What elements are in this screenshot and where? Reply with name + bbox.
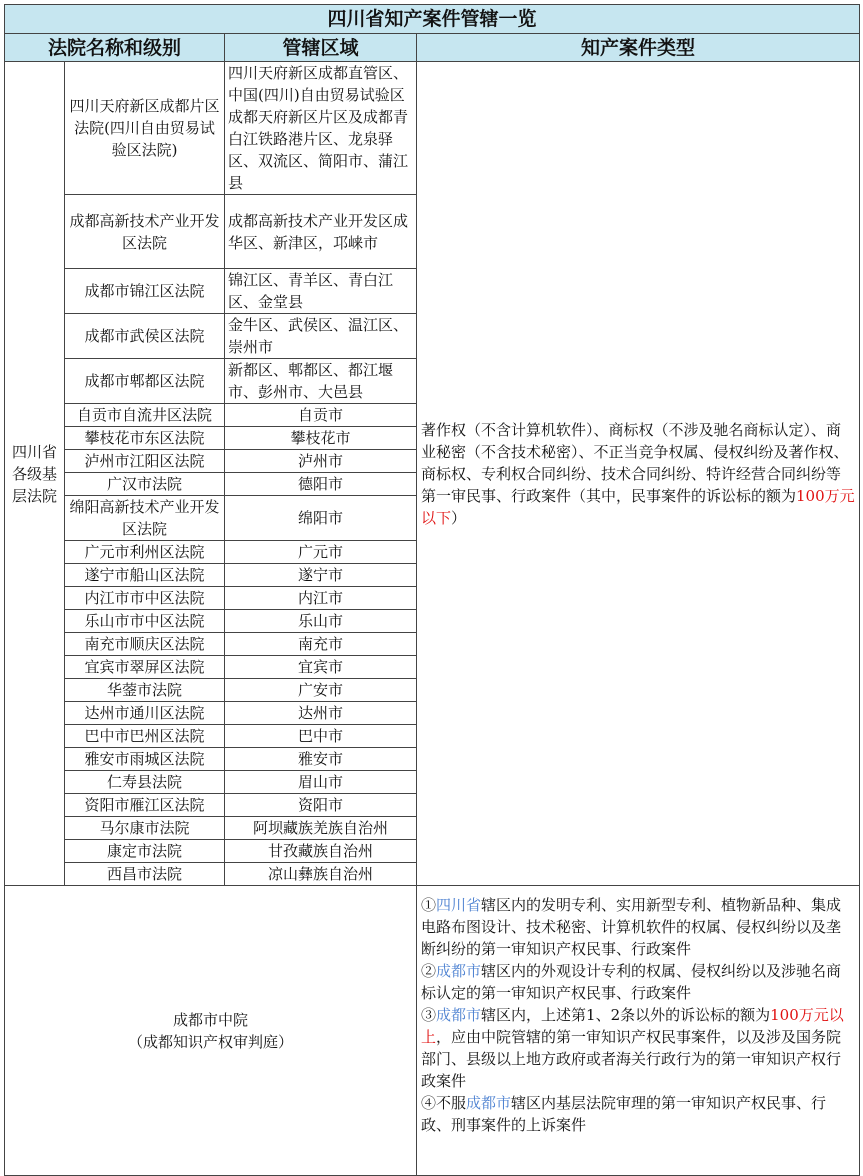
item-text: 辖区内基层法院审理的第一审知识产权民事、行政、刑事案件的上诉案件 [421, 1094, 827, 1134]
intermediate-case-types [417, 886, 860, 1176]
jurisdiction-area: 南充市 [225, 633, 417, 656]
table-title: 四川省知产案件管辖一览 [5, 5, 860, 34]
jurisdiction-area: 凉山彝族自治州 [225, 863, 417, 886]
jurisdiction-area: 甘孜藏族自治州 [225, 840, 417, 863]
court-name: 广汉市法院 [65, 473, 225, 496]
court-name: 广元市利州区法院 [65, 541, 225, 564]
court-name: 南充市顺庆区法院 [65, 633, 225, 656]
item-text: 辖区内，上述第1、2条以外的诉讼标的额为 [481, 1006, 771, 1024]
item-text: ，应由中院管辖的第一审知识产权民事案件，以及涉及国务院部门、县级以上地方政府或者海关行政行为的第一审知识产权行政案件 [421, 1028, 842, 1090]
intermediate-court-line1: 成都市中院 [172, 1010, 248, 1029]
jurisdiction-area: 阿坝藏族羌族自治州 [225, 817, 417, 840]
jurisdiction-area: 宜宾市 [225, 656, 417, 679]
jurisdiction-area: 内江市 [225, 587, 417, 610]
jurisdiction-area: 雅安市 [225, 748, 417, 771]
intermediate-item-1 [421, 894, 855, 960]
region-name: 成都市 [436, 962, 482, 980]
court-name: 成都市武侯区法院 [65, 314, 225, 359]
court-name: 资阳市雁江区法院 [65, 794, 225, 817]
amount-highlight: 100万元以上 [421, 1006, 844, 1046]
header-area: 管辖区域 [225, 34, 417, 62]
item-text: 辖区内的外观设计专利的权属、侵权纠纷以及涉驰名商标认定的第一审知识产权民事、行政案件 [421, 962, 842, 1002]
jurisdiction-area: 新都区、郫都区、都江堰市、彭州市、大邑县 [225, 359, 417, 404]
basic-types-end: ） [451, 508, 467, 527]
court-name: 成都市锦江区法院 [65, 269, 225, 314]
jurisdiction-area: 遂宁市 [225, 564, 417, 587]
intermediate-item-2 [421, 960, 855, 1004]
jurisdiction-area: 广元市 [225, 541, 417, 564]
group-label-basic-courts: 四川省各级基层法院 [5, 62, 65, 886]
basic-case-types [417, 62, 860, 886]
jurisdiction-area: 巴中市 [225, 725, 417, 748]
jurisdiction-area: 乐山市 [225, 610, 417, 633]
jurisdiction-area: 攀枝花市 [225, 427, 417, 450]
amount-highlight: 100万元以下 [421, 486, 855, 527]
region-name: 成都市 [466, 1094, 512, 1112]
item-number: ② [421, 962, 437, 980]
item-text: 辖区内的发明专利、实用新型专利、植物新品种、集成电路布图设计、技术秘密、计算机软件的权属、侵权纠纷以及垄断纠纷的第一审知识产权民事、行政案件 [421, 896, 842, 958]
court-name: 内江市市中区法院 [65, 587, 225, 610]
item-text: 不服 [436, 1094, 467, 1112]
item-number: ③ [421, 1006, 437, 1024]
court-name: 康定市法院 [65, 840, 225, 863]
court-name: 巴中市巴州区法院 [65, 725, 225, 748]
court-name: 西昌市法院 [65, 863, 225, 886]
jurisdiction-area: 眉山市 [225, 771, 417, 794]
jurisdiction-area: 绵阳市 [225, 496, 417, 541]
table-row [5, 62, 860, 195]
jurisdiction-area: 四川天府新区成都直管区、中国(四川)自由贸易试验区成都天府新区片区及成都青白江铁路港片区、龙泉驿区、双流区、简阳市、蒲江县 [225, 62, 417, 195]
court-name: 乐山市市中区法院 [65, 610, 225, 633]
basic-types-text: 著作权（不含计算机软件）、商标权（不涉及驰名商标认定）、商业秘密（不含技术秘密）、不正当竞争权属、侵权纠纷及著作权、商标权、专利权合同纠纷、技术合同纠纷、特许经营合同纠纷等第一审民事、行政案件（其中，民事案件的诉讼标的额为 [421, 420, 849, 505]
court-name: 成都高新技术产业开发区法院 [65, 195, 225, 269]
jurisdiction-area: 自贡市 [225, 404, 417, 427]
jurisdiction-area: 资阳市 [225, 794, 417, 817]
item-number: ④ [421, 1094, 437, 1112]
table-row-intermediate [5, 886, 860, 1176]
court-name: 攀枝花市东区法院 [65, 427, 225, 450]
court-name: 成都市郫都区法院 [65, 359, 225, 404]
court-name: 华蓥市法院 [65, 679, 225, 702]
jurisdiction-area: 达州市 [225, 702, 417, 725]
jurisdiction-table [4, 4, 860, 1176]
intermediate-item-3 [421, 1004, 855, 1092]
item-number: ① [421, 896, 437, 914]
intermediate-item-4 [421, 1092, 855, 1136]
court-name: 遂宁市船山区法院 [65, 564, 225, 587]
court-name: 仁寿县法院 [65, 771, 225, 794]
jurisdiction-area: 成都高新技术产业开发区成华区、新津区，邛崃市 [225, 195, 417, 269]
header-court: 法院名称和级别 [5, 34, 225, 62]
jurisdiction-area: 泸州市 [225, 450, 417, 473]
header-types: 知产案件类型 [417, 34, 860, 62]
court-name: 泸州市江阳区法院 [65, 450, 225, 473]
intermediate-court-name [5, 886, 417, 1176]
jurisdiction-area: 广安市 [225, 679, 417, 702]
region-name: 成都市 [436, 1006, 482, 1024]
jurisdiction-area: 锦江区、青羊区、青白江区、金堂县 [225, 269, 417, 314]
intermediate-court-line2: （成都知识产权审判庭） [127, 1032, 293, 1051]
court-name: 四川天府新区成都片区法院(四川自由贸易试验区法院) [65, 62, 225, 195]
region-name: 四川省 [436, 896, 482, 914]
jurisdiction-area: 金牛区、武侯区、温江区、崇州市 [225, 314, 417, 359]
jurisdiction-area: 德阳市 [225, 473, 417, 496]
court-name: 达州市通川区法院 [65, 702, 225, 725]
court-name: 自贡市自流井区法院 [65, 404, 225, 427]
court-name: 宜宾市翠屏区法院 [65, 656, 225, 679]
court-name: 雅安市雨城区法院 [65, 748, 225, 771]
court-name: 绵阳高新技术产业开发区法院 [65, 496, 225, 541]
court-name: 马尔康市法院 [65, 817, 225, 840]
